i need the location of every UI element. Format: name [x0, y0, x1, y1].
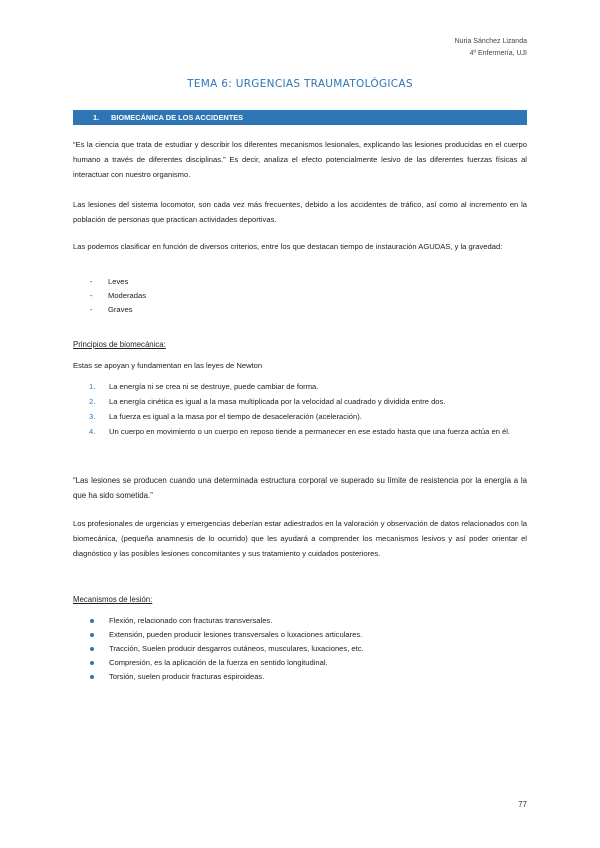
- page-header: [455, 36, 527, 60]
- paragraph-professionals: Los profesionales de urgencias y emergencias deberían estar adiestrados en la valoración y observación de datos relacionados con la biomecánica, (pequeña anamnesis de lo ocurrido) que les ayudará a comprender los mecanismos lesivos y así poder orientar el diagnóstico y las posibles lesiones concomitantes y sus tratamiento y cuidados posteriores.: [73, 519, 527, 558]
- list-item: [73, 656, 527, 670]
- list-marker: -: [90, 291, 93, 300]
- bullet-icon: [90, 675, 94, 679]
- list-item-text: La energía ni se crea ni se destruye, puede cambiar de forma.: [109, 382, 319, 391]
- bullet-icon: [90, 619, 94, 623]
- section-label: BIOMECÁNICA DE LOS ACCIDENTES: [111, 113, 244, 122]
- list-item: [73, 642, 527, 656]
- list-marker: 4.: [89, 427, 96, 436]
- heading-mechanisms: Mecanismos de lesión:: [73, 595, 153, 604]
- list-item-text: Flexión, relacionado con fracturas transversales.: [109, 616, 273, 625]
- list-item: [73, 380, 527, 394]
- list-item-text: Torsión, suelen producir fracturas espiroideas.: [109, 672, 265, 681]
- list-item-text: La energía cinética es igual a la masa multiplicada por la velocidad al cuadrado y dividida entre dos.: [109, 397, 446, 406]
- list-item: [73, 628, 527, 642]
- paragraph-definition: “Es la ciencia que trata de estudiar y describir los diferentes mecanismos lesionales, explicando las lesiones producidas en el cuerpo humano a través de diferentes disciplinas.” Es decir, analiza el efecto potencialmente lesivo de las diferentes fuerzas físicas al interactuar con nuestro organismo.: [73, 140, 527, 179]
- list-marker: 1.: [89, 382, 96, 391]
- bullet-icon: [90, 661, 94, 665]
- paragraph-newton-intro: Estas se apoyan y fundamentan en las leyes de Newton: [73, 361, 263, 370]
- list-marker: 3.: [89, 412, 96, 421]
- list-item-text: Moderadas: [108, 291, 146, 300]
- list-marker: -: [90, 305, 93, 314]
- list-item: [73, 425, 527, 439]
- list-item: [73, 410, 527, 424]
- list-item-text: Extensión, pueden producir lesiones transversales o luxaciones articulares.: [109, 630, 363, 639]
- list-item-text: Graves: [108, 305, 133, 314]
- list-item-text: Un cuerpo en movimiento o un cuerpo en reposo tiende a permanecer en ese estado hasta que una fuerza actúa en él.: [109, 427, 511, 436]
- mechanisms-list: [73, 614, 527, 684]
- bullet-icon: [90, 647, 94, 651]
- list-item: [73, 670, 527, 684]
- section-heading-bar: [73, 110, 527, 125]
- list-item-text: Tracción, Suelen producir desgarros cutáneos, musculares, luxaciones, etc.: [109, 644, 364, 653]
- list-marker: -: [90, 277, 93, 286]
- paragraph-locomotor: Las lesiones del sistema locomotor, son cada vez más frecuentes, debido a los accidentes de tráfico, así como al incremento en la población de personas que practican actividades deportivas.: [73, 200, 527, 224]
- list-item-text: Leves: [108, 277, 129, 286]
- header-author: Nuria Sánchez Lizanda: [454, 38, 527, 45]
- list-item-text: La fuerza es igual a la masa por el tiempo de desaceleración (aceleración).: [109, 412, 362, 421]
- newton-laws-list: [73, 380, 527, 440]
- page-number: 77: [518, 800, 527, 809]
- header-course: 4º Enfermería, UJI: [469, 50, 527, 57]
- list-item-text: Compresión, es la aplicación de la fuerza en sentido longitudinal.: [109, 658, 328, 667]
- paragraph-classification: Las podemos clasificar en función de diversos criterios, entre los que destacan tiempo de instauración AGUDAS, y la gravedad:: [73, 242, 503, 251]
- section-number: 1.: [93, 113, 100, 122]
- page-title: TEMA 6: URGENCIAS TRAUMATOLÓGICAS: [187, 78, 413, 90]
- list-marker: 2.: [89, 397, 96, 406]
- list-item: [73, 614, 527, 628]
- paragraph-quote: “Las lesiones se producen cuando una determinada estructura corporal ve superado su límite de resistencia por la energía a la que ha sido sometida.”: [73, 476, 527, 500]
- heading-principles: Principios de biomecánica:: [73, 340, 166, 349]
- list-item: [73, 395, 527, 409]
- bullet-icon: [90, 633, 94, 637]
